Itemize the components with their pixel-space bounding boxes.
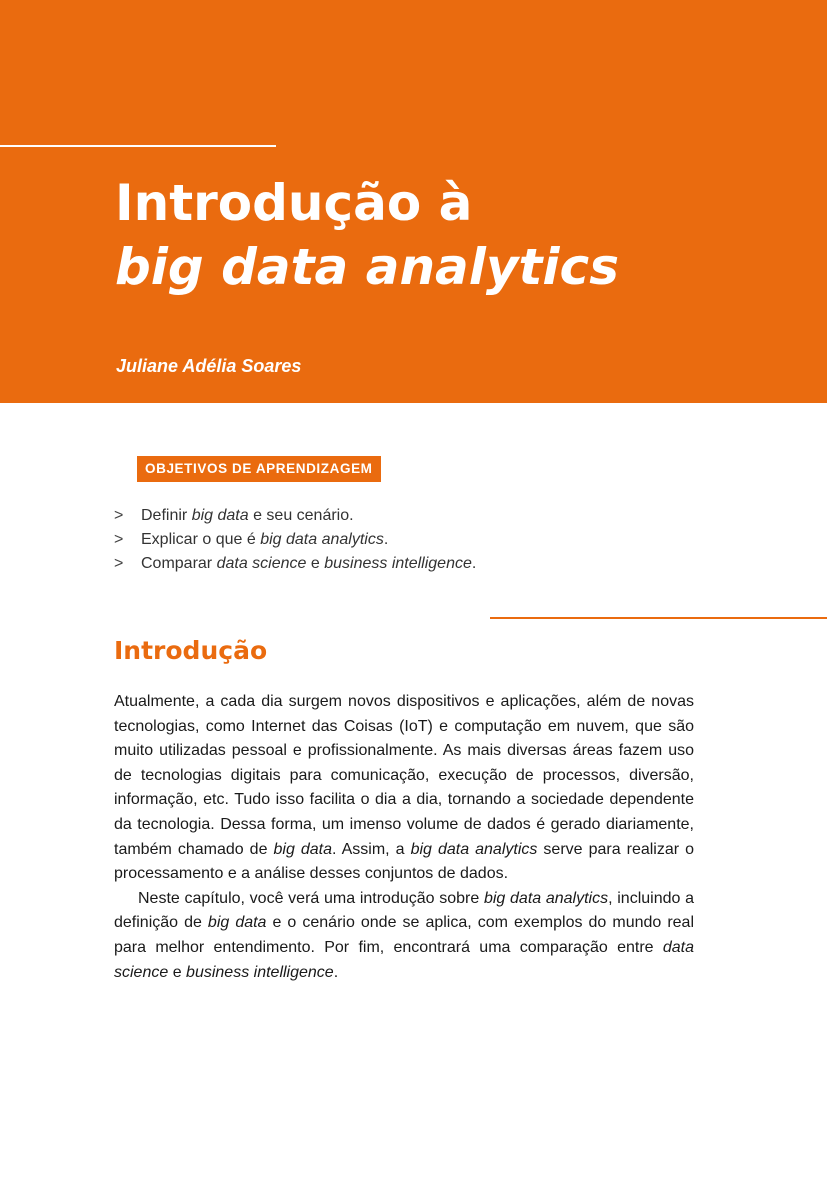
chevron-right-icon: > (114, 531, 124, 548)
body-paragraph-1: Atualmente, a cada dia surgem novos dispositivos e aplicações, além de novas tecnologias, como Internet das Coisas (IoT) e computação em nuvem, que são muito utilizadas pessoal e profissionalmente. As mais diversas áreas fazem uso de tecnologias digitais para comunicação, execução de processos, diversão, informação, etc. Tudo isso facilita o dia a dia, tornando a sociedade dependente da tecnologia. Dessa forma, um imenso volume de dados é gerado diariamente, também chamado de big data. Assim, a big data analytics serve para realizar o processamento e a análise desses conjuntos de dados. (114, 693, 695, 883)
body-text (114, 690, 694, 985)
chevron-right-icon: > (114, 507, 124, 524)
chapter-title-line-2: big data analytics (115, 238, 619, 296)
body-paragraph-2: Neste capítulo, você verá uma introdução sobre big data analytics, incluindo a definição de big data e o cenário onde se aplica, com exemplos do mundo real para melhor entendimento. Por fim, encontrará uma comparação entre data science e business intelligence. (114, 889, 695, 981)
chapter-header-band (0, 0, 827, 403)
section-heading: Introdução (114, 636, 268, 665)
objective-item: > Comparar data science e business intelligence. (114, 552, 476, 576)
chapter-title-line-1: Introdução à (115, 174, 473, 232)
objective-item: > Explicar o que é big data analytics. (114, 528, 476, 552)
chevron-right-icon: > (114, 555, 124, 572)
learning-objectives-label: OBJETIVOS DE APRENDIZAGEM (137, 456, 381, 482)
objective-item: > Definir big data e seu cenário. (114, 504, 476, 528)
chapter-author: Juliane Adélia Soares (116, 356, 302, 376)
header-divider-line (0, 145, 276, 147)
section-divider-line (490, 617, 827, 619)
learning-objectives-list (114, 504, 476, 576)
